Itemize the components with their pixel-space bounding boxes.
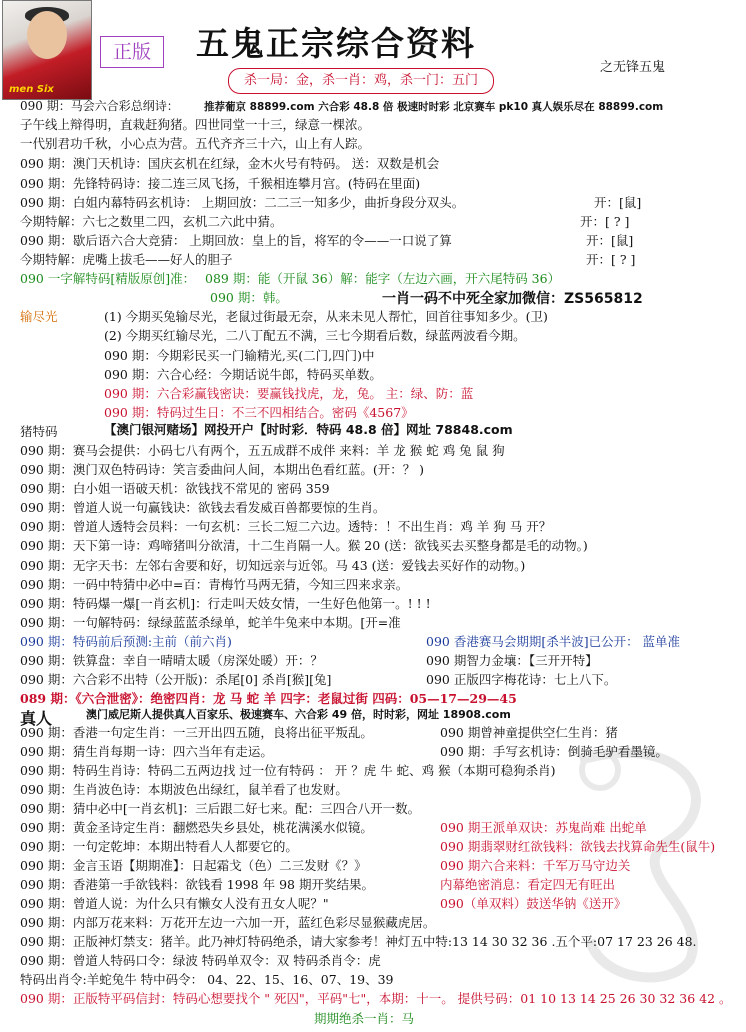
loser-item: 090 期：特码过生日：不三不四相结合。密码《4567》	[104, 405, 414, 420]
text-line: 090 期：曾道人特码口令：绿波 特码单双令：双 特码杀肖令：虎	[20, 953, 381, 968]
ad-live[interactable]: 澳门威尼斯人提供真人百家乐、极速赛车、六合彩 49 倍，时时彩，网址 18908.com	[86, 708, 511, 721]
author-photo	[2, 0, 92, 100]
loser-item: 090 期：今期彩民买一门输精光,买(二门,四门)中	[104, 348, 375, 363]
text-line: 090 期：特码爆一爆[一肖玄机]：行走叫天妓女情，一生好色他第一。! ! !	[20, 596, 431, 611]
text-line: 090 期：手写玄机诗：倒骑毛驴看墨镜。	[440, 744, 668, 759]
secret-line: 089 期：《六合泄密》：绝密四肖：龙 马 蛇 羊 四字：老鼠过街 四码：05—17—29—45	[20, 691, 517, 706]
text-line: 090 期：黄金圣诗定生肖：翻燃恐失乡县处，桃花满溪水似镜。	[20, 820, 373, 835]
text-line: 090（单双料）鼓送华钠《送开》	[440, 896, 627, 911]
one-word-now: 090 期：韩。	[210, 290, 288, 305]
text-line: 子午线上辩得明，直栽赶狗猪。四世同堂一十三，绿意一棵浓。	[20, 117, 371, 132]
text-line: 090 期：金言玉语【期期准】：日起霜戈（色）二三发财《？》	[20, 858, 367, 873]
text-line: 今期特解：虎嘴上拔毛——好人的胆子	[20, 252, 233, 267]
text-line: 090 期：澳门双色特码诗：笑言委曲问人间，本期出色看红蓝。(开：？ )	[20, 462, 425, 477]
text-line: 090 期：曾道人说一句赢钱诀：欲钱去看发威百兽都要惊的生肖。	[20, 500, 386, 515]
ad-macau[interactable]: 【澳门银河赌场】网投开户【时时彩．特码 48.8 倍】网址 78848.com	[104, 422, 513, 437]
page-title: 五鬼正宗综合资料	[196, 24, 476, 63]
text-line: 090 期：猜中必中[一肖玄机]：三后跟二好七来。配：三四合八开一数。	[20, 801, 421, 816]
one-word-label: 090 一字解特码[精版原创]准：	[20, 271, 196, 286]
real-label: 真人	[20, 709, 53, 728]
text-line: 090 期：白姐内幕特码玄机诗： 上期回放：二二三一知多少，曲折身段分双头。	[20, 195, 465, 210]
text-line: 090 期：白小姐一语破天机：欲钱找不常见的 密码 359	[20, 481, 330, 496]
open-result: 开：[鼠]	[594, 195, 642, 210]
pig-label: 猪特码	[20, 424, 58, 439]
one-word-prev: 089 期：能（开鼠 36）解：能字（左边六画，开六尾特码 36）	[205, 271, 561, 286]
text-line: 090 期：一码中特猜中必中=百：青梅竹马两无猜，今知三四来求亲。	[20, 577, 409, 592]
text-line: 090 期：香港第一手欲钱料：欲钱看 1998 年 98 期开奖结果。	[20, 877, 374, 892]
text-line: 090 期王派单双诀：苏鬼尚难 出蛇单	[440, 820, 647, 835]
text-line: 090 期：铁算盘：幸自一晴晴太暖（房深处暖）开：？	[20, 653, 323, 668]
open-result: 开：[ ? ]	[580, 214, 630, 229]
text-line: 090 期：曾道人说：为什么只有懒女人没有丑女人呢？"	[20, 896, 329, 911]
final-line: 090 期：正版特平码信封：特码心想要找个 " 死囚"，平码"七"，本期：十一。 提供号码：01 10 13 14 25 26 30 32 36 42 。	[20, 991, 732, 1006]
text-line: 090 期：内部万花来料：万花开左边一六加一开，蓝红色彩尽显猴藏虎居。	[20, 915, 436, 930]
text-line: 090 期：六合彩不出特（公开版)：杀尾[0] 杀肖[猴][兔]	[20, 672, 332, 687]
text-line: 090 期：香港一句定生肖：一三开出四五随，良将出征平叛乱。	[20, 725, 373, 740]
loser-label: 输尽光	[20, 309, 58, 324]
hk-horse-line: 090 香港赛马会期期[杀半波]已公开： 蓝单准	[426, 634, 681, 649]
text-line: 090 期：生肖波色诗：本期波色出绿红，鼠羊看了也发财。	[20, 782, 348, 797]
photo-watermark: men Six	[9, 84, 54, 95]
text-line: 090 期智力金壤：【三开开特】	[426, 653, 598, 668]
wechat-ad: 一肖一码不中死全家加微信：ZS565812	[382, 291, 643, 307]
text-line: 特码出肖令:羊蛇兔牛 特中码令： 04、22、15、16、07、19、39	[20, 972, 394, 987]
text-line: 090 期：赛马会提供：小码七八有两个，五五成群不成伴 来料：羊 龙 猴 蛇 鸡 兔 鼠 狗	[20, 443, 505, 458]
text-line: 090 期曾神童提供空仁生肖：猪	[440, 725, 618, 740]
genuine-badge: 正版	[100, 36, 164, 68]
text-line: 090 期六合来料：千军万马守边关	[440, 858, 631, 873]
text-line: 今期特解：六七之数里二四，玄机二六此中猜。	[20, 214, 283, 229]
text-line: 090 期翡翠财红欲钱料：欲钱去找算命先生(鼠牛)	[440, 839, 716, 854]
text-line: 090 期：猜生肖每期一诗：四六当年有走运。	[20, 744, 273, 759]
text-line: 090 期：一句定乾坤：本期出特看人人都要它的。	[20, 839, 298, 854]
text-line: 090 期：正版神灯禁支：猪羊。此乃神灯特码绝杀，请大家参考！神灯五中特:13 14 30 32 36 .五个平:07 17 23 26 48.	[20, 934, 697, 949]
text-line: 090 期：马会六合彩总纲诗：	[20, 99, 179, 113]
text-line: 090 期：天下第一诗：鸡啼猪叫分欲清，十二生肖隔一人。猴 20 (送：欲钱买去买整身都是毛的动物。)	[20, 538, 588, 553]
text-line: 一代别君功千秋，小心点为营。五代齐齐三十六，山上有人踪。	[20, 136, 371, 151]
kill-banner: 杀一局：金，杀一肖：鸡，杀一门：五门	[228, 68, 494, 94]
author-label: 之无锋五鬼	[600, 60, 666, 75]
forecast-line: 090 期：特码前后预测:主前（前六肖)	[20, 634, 232, 649]
text-line: 090 期：曾道人透特会员料：一句玄机：三长二短二六边。透特：！不出生肖：鸡 羊 狗 马 开？	[20, 519, 552, 534]
text-line: 090 正版四字梅花诗：七上八下。	[426, 672, 617, 687]
text-line: 090 期：无字天书：左邻右舍要和好，切知远亲与近邻。马 43 (送：爱钱去买好作的动物。)	[20, 558, 526, 573]
open-result: 开：[ ? ]	[586, 252, 636, 267]
text-line: 090 期：一句解特码：绿绿蓝蓝杀绿单，蛇羊牛兔来中本期。[开=准	[20, 615, 401, 630]
text-line: 090 期：歇后语六合大竞猜： 上期回放：皇上的旨，将军的令——一口说了算	[20, 233, 452, 248]
loser-item: (1) 今期买兔输尽光，老鼠过街最无奈，从来未见人帮忙，回首往事知多少。(卫)	[104, 309, 548, 324]
open-result: 开：[鼠]	[586, 233, 634, 248]
ad-banner-top[interactable]: 推荐葡京 88899.com 六合彩 48.8 倍 极速时时彩 北京赛车 pk10 真人娱乐尽在 88899.com	[204, 101, 664, 113]
loser-item: 090 期：六合心经：今期话说牛郎，特码买单数。	[104, 367, 382, 382]
text-line: 090 期：先锋特码诗：接二连三凤飞扬，千猴相连攀月宫。(特码在里面)	[20, 176, 421, 191]
text-line: 090 期：特码生肖诗：特码二五两边找 过一位有特码 ： 开 ？虎 牛 蛇、鸡 猴（本期可稳狗杀肖)	[20, 763, 556, 778]
loser-item: (2) 今期买红输尽光，二八丁配五不满，三七今期看后数，绿蓝两波看今期。	[104, 328, 526, 343]
text-line: 090 期：澳门天机诗：国庆玄机在红绿，金木火号有特码。 送：双数是机会	[20, 156, 440, 171]
loser-item: 090 期：六合彩赢钱密诀：要赢钱找虎，龙，兔。 主：绿、防：蓝	[104, 386, 474, 401]
photo-face	[27, 11, 67, 59]
last-line: 期期绝杀一肖：马	[314, 1011, 415, 1026]
text-line: 内幕绝密消息：看定四无有旺出	[440, 877, 616, 892]
